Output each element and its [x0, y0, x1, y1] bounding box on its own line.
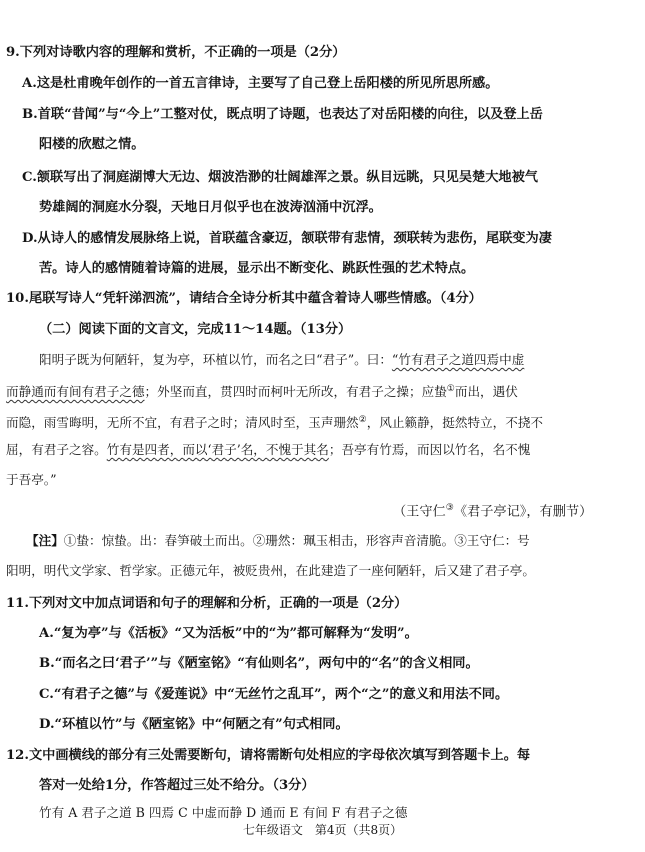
- section-two-heading: （二）阅读下面的文言文，完成11～14题。（13分）: [39, 322, 352, 337]
- q9-option-b-line1: B.首联“昔闻”与“今上”工整对仗，既点明了诗题，也表达了对岳阳楼的向往，以及登上岳: [22, 107, 543, 122]
- q11-stem: 11.下列对文中加点词语和句子的理解和分析，正确的一项是（2分）: [6, 596, 408, 611]
- q9-option-c-line2: 势雄阔的洞庭水分裂，天地日月似乎也在波涛汹涌中沉浮。: [39, 200, 382, 215]
- q9-option-c-line1: C.颔联写出了洞庭湖博大无边、烟波浩渺的壮阔雄浑之景。纵目远眺，只见吴楚大地被气: [22, 170, 538, 185]
- passage-line-1: 阳明子既为何陋轩，复为亭，环植以竹，而名之曰“君子”。曰：“竹有君子之道四焉中虚: [39, 352, 525, 367]
- q10-stem: 10.尾联写诗人“凭轩涕泗流”，请结合全诗分析其中蕴含着诗人哪些情感。（4分）: [6, 291, 482, 306]
- q11-option-b: B.“而名之曰‘君子’”与《陋室铭》“有仙则名”，两句中的“名”的含义相同。: [39, 656, 479, 671]
- passage-source: （王守仁③《君子亭记》，有删节）: [393, 503, 593, 520]
- q11-option-a: A.“复为亭”与《活板》“又为活板”中的“为”都可解释为“发明”。: [39, 626, 418, 641]
- q9-option-d-line2: 苦。诗人的感情随着诗篇的进展，显示出不断变化、跳跃性强的艺术特点。: [39, 261, 475, 276]
- q9-stem: 9.下列对诗歌内容的理解和赏析，不正确的一项是（2分）: [6, 45, 346, 60]
- q12-stem-line1: 12.文中画横线的部分有三处需要断句，请将需断句处相应的字母依次填写到答题卡上。每: [6, 748, 531, 763]
- passage-line-5: 于吾亭。”: [6, 472, 57, 487]
- q9-option-a: A.这是杜甫晚年创作的一首五言律诗，主要写了自己登上岳阳楼的所见所思所感。: [22, 76, 499, 91]
- q9-option-d-line1: D.从诗人的感情发展脉络上说，首联蕴含豪迈，颔联带有悲情，颈联转为悲伤，尾联变为凄: [22, 231, 552, 246]
- q12-stem-line2: 答对一处给1分，作答超过三处不给分。（3分）: [39, 778, 315, 793]
- q11-option-c: C.“有君子之德”与《爱莲说》中“无丝竹之乱耳”，两个“之”的意义和用法不同。: [39, 687, 509, 702]
- annotation-line-1: 【注】①蛰：惊蛰。出：春笋破土而出。②珊然：珮玉相击，形容声音清脆。③王守仁：号: [26, 533, 530, 548]
- passage-line-3: 而隐，雨雪晦明，无所不宜，有君子之时；清风时至，玉声珊然②，风止籁静，挺然特立，不挠不: [6, 415, 544, 431]
- page-footer: 七年级语文 第4页（共8页）: [242, 823, 403, 837]
- passage-line-4: 屈，有君子之容。竹有是四者，而以‘君子’名，不愧于其名；吾亭有竹焉，而因以竹名，名不愧: [6, 442, 531, 457]
- passage-line-2: 而静通而有间有君子之德；外坚而直，贯四时而柯叶无所改，有君子之操；应蛰①而出，遇伏: [6, 384, 518, 400]
- q9-option-b-line2: 阳楼的欣慰之情。: [39, 137, 145, 152]
- q11-option-d: D.“环植以竹”与《陋室铭》中“何陋之有”句式相同。: [39, 717, 349, 732]
- q12-marked-text: 竹有 A 君子之道 B 四焉 C 中虚而静 D 通而 E 有间 F 有君子之德: [39, 805, 408, 820]
- annotation-line-2: 阳明，明代文学家、哲学家。正德元年，被贬贵州，在此建造了一座何陋轩，后又建了君子亭。: [6, 563, 535, 578]
